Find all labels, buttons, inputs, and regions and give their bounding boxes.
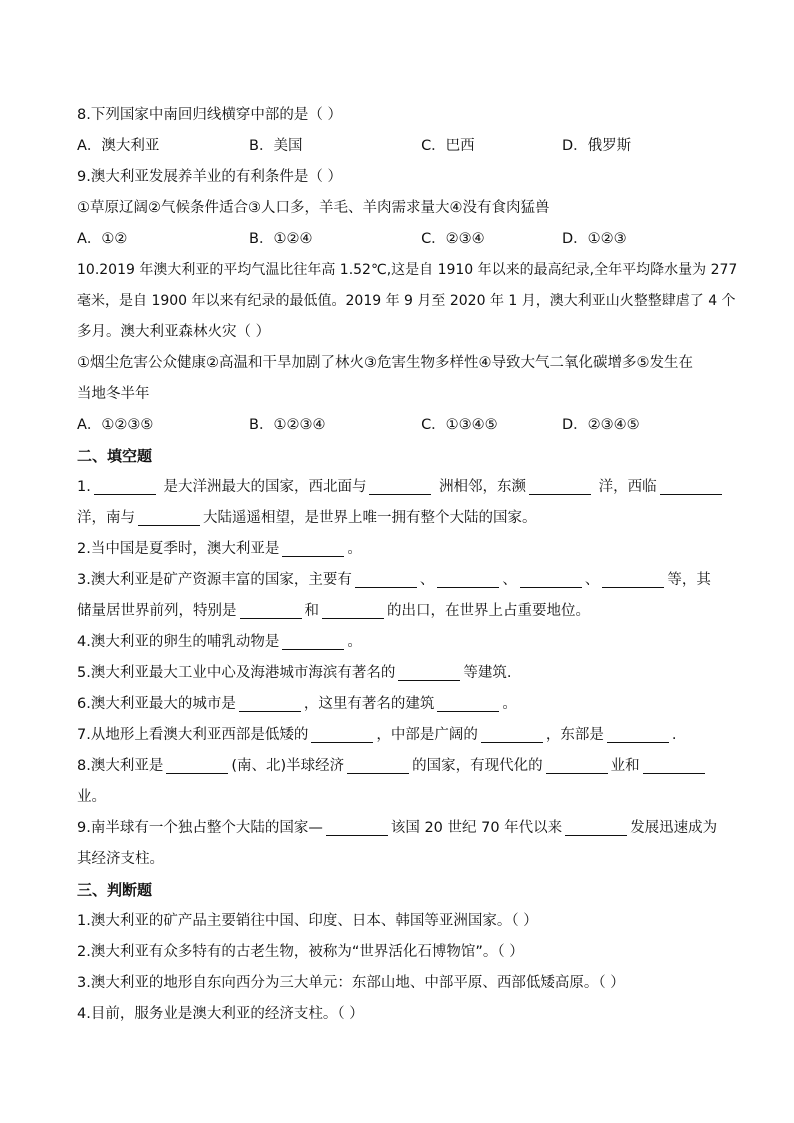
section-fill-blank-title: 二、填空题 [77,447,153,465]
fill-q1-text-f: 大陆遥遥相望，是世界上唯一拥有整个大陆的国家。 [203,510,537,526]
fill-q8-text-a: 8.澳大利亚是 [77,758,164,774]
q10-stem-line3: 多月。澳大利亚森林火灾（ ） [77,324,271,340]
judge-q3: 3.澳大利亚的地形自东向西分为三大单元：东部山地、中部平原、西部低矮高原。（ ） [77,975,625,991]
fill-q1-blank-3[interactable] [529,478,591,495]
q9-option-c[interactable]: C．②③④ [421,231,485,247]
fill-q7 [77,720,734,751]
q10-option-c[interactable]: C．①③④⑤ [421,417,498,433]
fill-q3-text-e: 的出口，在世界上占重要地位。 [387,603,590,619]
judge-q2: 2.澳大利亚有众多特有的古老生物，被称为“世界活化石博物馆”。（ ） [77,944,524,960]
q10-option-b[interactable]: B．①②③④ [249,417,326,433]
fill-q3-line2 [77,596,734,627]
q9-stem: 9.澳大利亚发展养羊业的有利条件是（ ） [77,169,342,185]
fill-q9-line1 [77,813,734,844]
fill-q3-text-b: 等，其 [667,572,711,588]
fill-q7-text-b: ，中部是广阔的 [376,727,478,743]
fill-q7-blank-3[interactable] [607,726,669,743]
fill-q4-blank[interactable] [282,633,344,650]
fill-q1-blank-5[interactable] [138,509,200,526]
fill-q7-text-a: 7.从地形上看澳大利亚西部是低矮的 [77,727,309,743]
q8-option-d[interactable]: D．俄罗斯 [561,138,632,154]
q10-option-a[interactable]: A．①②③⑤ [77,417,154,433]
fill-q9-blank-2[interactable] [565,819,627,836]
fill-q9-blank-1[interactable] [326,819,388,836]
fill-q3-blank-3[interactable] [520,571,582,588]
fill-q3-blank-1[interactable] [355,571,417,588]
q10-options [77,410,734,441]
fill-q6-text-b: ，这里有著名的建筑 [303,696,435,712]
q8-option-b[interactable]: B．美国 [249,138,303,154]
fill-q8-blank-1[interactable] [166,757,228,774]
q10-option-d[interactable]: D．②③④⑤ [561,417,640,433]
fill-q9-text-a: 9.南半球有一个独占整个大陆的国家— [77,820,323,836]
q8-options [77,131,734,162]
fill-q8-text-b: (南、北)半球经济 [231,758,345,774]
fill-q6 [77,689,734,720]
fill-q1-blank-1[interactable] [94,478,156,495]
fill-q3-sep-1: 、 [419,572,435,588]
q10-items-line1: ①烟尘危害公众健康②高温和干旱加剧了林火③危害生物多样性④导致大气二氧化碳增多⑤发生在 [77,355,693,371]
fill-q8-blank-3[interactable] [546,757,608,774]
fill-q4 [77,627,734,658]
fill-q1-text-b: 是大洋洲最大的国家，西北面与 [163,479,367,495]
fill-q3-blank-2[interactable] [437,571,499,588]
q9-option-d[interactable]: D．①②③ [561,231,627,247]
fill-q1-text-c: 洲相邻，东濒 [439,479,527,495]
fill-q1-number: 1. [77,479,91,495]
fill-q1-text-e: 洋，南与 [77,510,135,526]
fill-q8-text-d: 业和 [610,758,640,774]
fill-q5-blank[interactable] [398,664,460,681]
fill-q3-sep-2: 、 [502,572,517,588]
fill-q7-blank-1[interactable] [311,726,373,743]
fill-q2 [77,534,734,565]
fill-q8-line2 [77,782,734,813]
q8-option-a[interactable]: A．澳大利亚 [77,138,160,154]
fill-q6-blank-1[interactable] [239,695,301,712]
fill-q3-blank-5[interactable] [240,602,302,619]
fill-q5-text: 5.澳大利亚最大工业中心及海港城市海滨有著名的 [77,665,396,681]
fill-q4-end: 。 [347,634,362,650]
fill-q6-blank-2[interactable] [437,695,499,712]
fill-q8-blank-4[interactable] [643,757,705,774]
fill-q8-end: 业。 [77,789,106,805]
q9-option-b[interactable]: B．①②④ [249,231,313,247]
fill-q9-line2 [77,844,734,875]
fill-q9-end: 其经济支柱。 [77,851,164,867]
q9-options [77,224,734,255]
fill-q9-text-c: 发展迅速成为 [630,820,718,836]
fill-q3-blank-6[interactable] [322,602,384,619]
fill-q2-end: 。 [347,541,362,557]
fill-q3-blank-4[interactable] [602,571,664,588]
judge-q1: 1.澳大利亚的矿产品主要销往中国、印度、日本、韩国等亚洲国家。（ ） [77,913,538,929]
q10-stem-line1: 10.2019 年澳大利亚的平均气温比往年高 1.52℃,这是自 1910 年以来的最高纪录,全年平均降水量为 277 [77,262,738,278]
q9-option-a[interactable]: A．①② [77,231,128,247]
fill-q2-blank[interactable] [282,540,344,557]
fill-q1-text-d: 洋，西临 [598,479,657,495]
fill-q2-text: 2.当中国是夏季时，澳大利亚是 [77,541,280,557]
fill-q3-line1 [77,565,734,596]
q9-items: ①草原辽阔②气候条件适合③人口多，羊毛、羊肉需求量大④没有食肉猛兽 [77,200,550,216]
fill-q1-line2 [77,503,734,534]
q10-items-line2: 当地冬半年 [77,386,150,402]
fill-q3-text-d: 和 [304,603,319,619]
fill-q8-line1 [77,751,734,782]
fill-q8-text-c: 的国家，有现代化的 [412,758,543,774]
fill-q6-end: 。 [502,696,517,712]
q10-stem-line2: 毫米，是自 1900 年以来有纪录的最低值。2019 年 9 月至 2020 年 1 月，澳大利亚山火整整肆虐了 4 个 [77,293,736,309]
fill-q4-text: 4.澳大利亚的卵生的哺乳动物是 [77,634,280,650]
fill-q9-text-b: 该国 20 世纪 70 年代以来 [390,820,563,836]
fill-q1-blank-4[interactable] [660,478,722,495]
fill-q6-text-a: 6.澳大利亚最大的城市是 [77,696,236,712]
fill-q5 [77,658,734,689]
fill-q1-line1 [77,472,734,503]
fill-q5-end: 等建筑. [463,665,512,681]
fill-q7-blank-2[interactable] [481,726,543,743]
judge-q4: 4.目前，服务业是澳大利亚的经济支柱。（ ） [77,1006,364,1022]
fill-q3-text-c: 储量居世界前列，特别是 [77,603,237,619]
fill-q3-sep-3: 、 [584,572,600,588]
fill-q3-text-a: 3.澳大利亚是矿产资源丰富的国家，主要有 [77,572,352,588]
fill-q1-blank-2[interactable] [369,478,431,495]
fill-q7-end: . [671,727,677,743]
q8-option-c[interactable]: C．巴西 [421,138,475,154]
q8-stem: 8.下列国家中南回归线横穿中部的是（ ） [77,107,342,123]
fill-q8-blank-2[interactable] [347,757,409,774]
fill-q7-text-c: ，东部是 [545,727,604,743]
section-judgement-title: 三、判断题 [77,881,153,899]
